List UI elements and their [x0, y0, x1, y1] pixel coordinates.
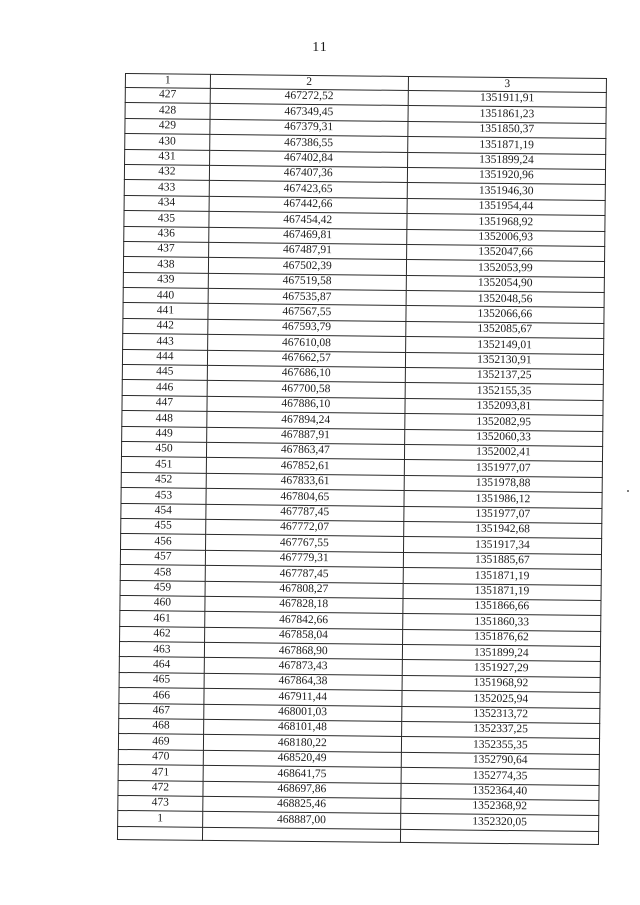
point-number-cell: 457	[120, 549, 205, 565]
y-coordinate-cell: 1351871,19	[407, 137, 605, 154]
point-number-cell: 459	[120, 580, 205, 596]
point-number-cell: 430	[125, 134, 210, 150]
y-coordinate-cell: 1351899,24	[402, 644, 600, 661]
point-number-cell: 1	[118, 811, 203, 827]
point-number-cell: 469	[118, 734, 203, 750]
x-coordinate-cell: 467873,43	[204, 658, 402, 675]
y-coordinate-cell: 1351977,07	[404, 506, 602, 523]
x-coordinate-cell: 467787,45	[205, 565, 403, 582]
x-coordinate-cell: 468825,46	[203, 796, 401, 813]
y-coordinate-cell: 1352790,64	[401, 752, 599, 769]
y-coordinate-cell: 1352368,92	[401, 798, 599, 815]
point-number-cell: 468	[119, 718, 204, 734]
x-coordinate-cell: 467858,04	[204, 627, 402, 644]
x-coordinate-cell: 467567,55	[208, 304, 406, 321]
y-coordinate-cell: 1352085,67	[406, 321, 604, 338]
y-coordinate-cell: 1351850,37	[408, 121, 606, 138]
point-number-cell: 443	[123, 334, 208, 350]
x-coordinate-cell: 467407,36	[209, 165, 407, 182]
point-number-cell: 431	[125, 149, 210, 165]
x-coordinate-cell: 467593,79	[208, 319, 406, 336]
x-coordinate-cell	[202, 827, 400, 842]
point-number-cell: 461	[120, 611, 205, 627]
y-coordinate-cell: 1351977,07	[404, 460, 602, 477]
point-number-cell: 432	[124, 164, 209, 180]
page-number: 11	[312, 40, 328, 55]
point-number-cell: 464	[119, 657, 204, 673]
x-coordinate-cell: 467454,42	[209, 212, 407, 229]
y-coordinate-cell: 1351917,34	[403, 537, 601, 554]
y-coordinate-cell: 1351860,33	[402, 614, 600, 631]
point-number-cell: 450	[121, 441, 206, 457]
x-coordinate-cell: 467808,27	[205, 581, 403, 598]
point-number-cell: 451	[121, 457, 206, 473]
coordinates-table-body	[117, 74, 606, 845]
y-coordinate-cell: 1352155,35	[405, 383, 603, 400]
point-number-cell: 452	[121, 472, 206, 488]
point-number-cell: 436	[124, 226, 209, 242]
y-coordinate-cell: 1352337,25	[401, 721, 599, 738]
x-coordinate-cell: 467868,90	[204, 642, 402, 659]
y-coordinate-cell: 1352060,33	[404, 429, 602, 446]
point-number-cell: 472	[118, 780, 203, 796]
y-coordinate-cell: 1352006,93	[407, 229, 605, 246]
x-coordinate-cell: 467686,10	[207, 365, 405, 382]
y-coordinate-cell: 1351946,30	[407, 183, 605, 200]
x-coordinate-cell: 467379,31	[210, 119, 408, 136]
point-number-cell: 429	[125, 118, 210, 134]
point-number-cell	[117, 826, 202, 840]
point-number-cell: 441	[123, 303, 208, 319]
y-coordinate-cell: 1351920,96	[407, 167, 605, 184]
y-coordinate-cell: 1351899,24	[407, 152, 605, 169]
header-col-1: 1	[125, 74, 210, 89]
margin-speck	[627, 490, 629, 492]
point-number-cell: 447	[122, 395, 207, 411]
x-coordinate-cell: 467700,58	[207, 381, 405, 398]
point-number-cell: 465	[119, 672, 204, 688]
y-coordinate-cell: 1352774,35	[401, 768, 599, 785]
point-number-cell: 437	[124, 241, 209, 257]
x-coordinate-cell: 467804,65	[206, 489, 404, 506]
y-coordinate-cell: 1351942,68	[403, 521, 601, 538]
point-number-cell: 433	[124, 180, 209, 196]
x-coordinate-cell: 467772,07	[205, 519, 403, 536]
y-coordinate-cell: 1351911,91	[408, 90, 606, 107]
point-number-cell: 453	[121, 488, 206, 504]
y-coordinate-cell: 1352025,94	[402, 691, 600, 708]
y-coordinate-cell: 1352320,05	[400, 814, 598, 831]
point-number-cell: 427	[125, 88, 210, 104]
x-coordinate-cell: 467852,61	[206, 458, 404, 475]
x-coordinate-cell: 467887,91	[206, 427, 404, 444]
point-number-cell: 462	[120, 626, 205, 642]
y-coordinate-cell: 1352066,66	[406, 306, 604, 323]
point-number-cell: 440	[123, 288, 208, 304]
point-number-cell: 456	[121, 534, 206, 550]
y-coordinate-cell: 1352053,99	[406, 260, 604, 277]
x-coordinate-cell: 467787,45	[206, 504, 404, 521]
x-coordinate-cell: 467833,61	[206, 473, 404, 490]
coordinates-table	[117, 73, 607, 845]
x-coordinate-cell: 467610,08	[207, 335, 405, 352]
point-number-cell: 442	[123, 318, 208, 334]
y-coordinate-cell: 1351885,67	[403, 552, 601, 569]
header-col-3: 3	[408, 76, 606, 92]
point-number-cell: 446	[122, 380, 207, 396]
y-coordinate-cell: 1351968,92	[402, 675, 600, 692]
x-coordinate-cell: 468101,48	[203, 719, 401, 736]
point-number-cell: 445	[122, 365, 207, 381]
x-coordinate-cell: 468641,75	[203, 766, 401, 783]
point-number-cell: 438	[123, 257, 208, 273]
x-coordinate-cell: 467502,39	[208, 258, 406, 275]
y-coordinate-cell: 1351871,19	[403, 583, 601, 600]
y-coordinate-cell: 1352093,81	[405, 398, 603, 415]
point-number-cell: 458	[120, 565, 205, 581]
point-number-cell: 460	[120, 595, 205, 611]
x-coordinate-cell: 468697,86	[203, 781, 401, 798]
x-coordinate-cell: 467535,87	[208, 288, 406, 305]
point-number-cell: 467	[119, 703, 204, 719]
x-coordinate-cell: 467272,52	[210, 88, 408, 105]
y-coordinate-cell	[400, 829, 598, 844]
x-coordinate-cell: 467828,18	[205, 596, 403, 613]
point-number-cell: 470	[118, 749, 203, 765]
x-coordinate-cell: 467767,55	[205, 535, 403, 552]
point-number-cell: 449	[122, 426, 207, 442]
y-coordinate-cell: 1351954,44	[407, 198, 605, 215]
y-coordinate-cell: 1352054,90	[406, 275, 604, 292]
x-coordinate-cell: 467842,66	[205, 612, 403, 629]
y-coordinate-cell: 1352048,56	[406, 291, 604, 308]
point-number-cell: 454	[121, 503, 206, 519]
point-number-cell: 473	[118, 795, 203, 811]
x-coordinate-cell: 467442,66	[209, 196, 407, 213]
y-coordinate-cell: 1351876,62	[402, 629, 600, 646]
y-coordinate-cell: 1352137,25	[405, 367, 603, 384]
x-coordinate-cell: 467662,57	[207, 350, 405, 367]
y-coordinate-cell: 1351986,12	[404, 491, 602, 508]
x-coordinate-cell: 467469,81	[209, 227, 407, 244]
point-number-cell: 463	[119, 642, 204, 658]
header-col-2: 2	[210, 74, 408, 90]
x-coordinate-cell: 467894,24	[207, 412, 405, 429]
y-coordinate-cell: 1351968,92	[407, 214, 605, 231]
point-number-cell: 434	[124, 195, 209, 211]
y-coordinate-cell: 1351871,19	[403, 568, 601, 585]
y-coordinate-cell: 1351978,88	[404, 475, 602, 492]
y-coordinate-cell: 1352355,35	[401, 737, 599, 754]
point-number-cell: 439	[123, 272, 208, 288]
x-coordinate-cell: 467779,31	[205, 550, 403, 567]
point-number-cell: 428	[125, 103, 210, 119]
y-coordinate-cell: 1351866,66	[403, 598, 601, 615]
x-coordinate-cell: 468180,22	[203, 735, 401, 752]
x-coordinate-cell: 467864,38	[204, 673, 402, 690]
x-coordinate-cell: 468887,00	[202, 812, 400, 829]
y-coordinate-cell: 1352082,95	[405, 414, 603, 431]
y-coordinate-cell: 1351861,23	[408, 106, 606, 123]
x-coordinate-cell: 467423,65	[209, 181, 407, 198]
point-number-cell: 471	[118, 765, 203, 781]
point-number-cell: 466	[119, 688, 204, 704]
point-number-cell: 448	[122, 411, 207, 427]
x-coordinate-cell: 467349,45	[210, 104, 408, 121]
x-coordinate-cell: 468520,49	[203, 750, 401, 767]
point-number-cell: 455	[121, 518, 206, 534]
y-coordinate-cell: 1352149,01	[405, 337, 603, 354]
point-number-cell: 444	[122, 349, 207, 365]
x-coordinate-cell: 467487,91	[208, 242, 406, 259]
x-coordinate-cell: 467519,58	[208, 273, 406, 290]
x-coordinate-cell: 467402,84	[209, 150, 407, 167]
x-coordinate-cell: 468001,03	[204, 704, 402, 721]
y-coordinate-cell: 1352130,91	[405, 352, 603, 369]
x-coordinate-cell: 467886,10	[207, 396, 405, 413]
point-number-cell: 435	[124, 211, 209, 227]
y-coordinate-cell: 1352002,41	[404, 444, 602, 461]
y-coordinate-cell: 1352364,40	[401, 783, 599, 800]
y-coordinate-cell: 1351927,29	[402, 660, 600, 677]
x-coordinate-cell: 467386,55	[210, 135, 408, 152]
y-coordinate-cell: 1352313,72	[402, 706, 600, 723]
x-coordinate-cell: 467911,44	[204, 689, 402, 706]
y-coordinate-cell: 1352047,66	[406, 244, 604, 261]
x-coordinate-cell: 467863,47	[206, 442, 404, 459]
